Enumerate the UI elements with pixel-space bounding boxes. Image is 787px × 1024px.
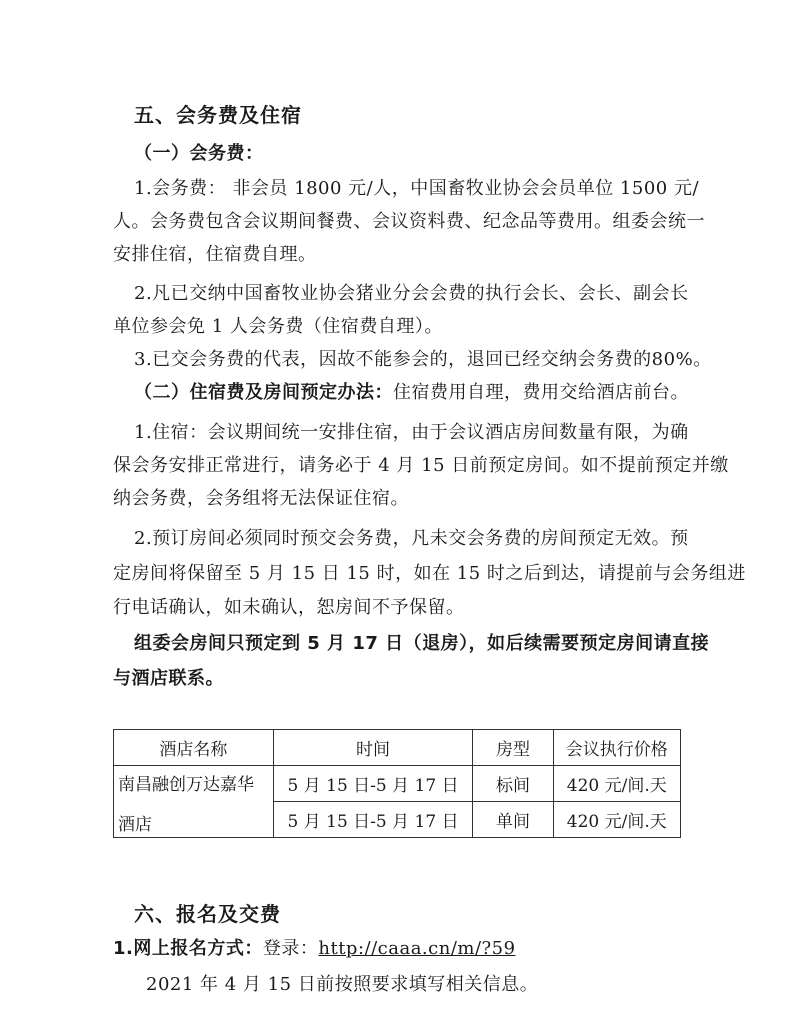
table-cell-time: 5 月 15 日-5 月 17 日 bbox=[273, 766, 473, 802]
fee-item-1-line-1: 1.会务费： 非会员 1800 元/人，中国畜牧业协会会员单位 1500 元/ bbox=[134, 178, 700, 199]
lodging-item-2-line-1: 2.预订房间必须同时预交会务费，凡未交会务费的房间预定无效。预 bbox=[134, 528, 689, 549]
section-6-heading: 六、报名及交费 bbox=[134, 902, 281, 926]
table-row bbox=[114, 766, 681, 802]
hotel-name-line-2: 酒店 bbox=[118, 815, 152, 835]
table-header-hotel-name: 酒店名称 bbox=[114, 730, 274, 766]
fee-item-2-line-1: 2.凡已交纳中国畜牧业协会猪业分会会费的执行会长、会长、副会长 bbox=[134, 283, 689, 304]
lodging-item-1-line-1: 1.住宿：会议期间统一安排住宿，由于会议酒店房间数量有限，为确 bbox=[134, 422, 689, 443]
table-cell-hotel-name bbox=[114, 766, 274, 838]
table-header-price: 会议执行价格 bbox=[553, 730, 680, 766]
fee-item-2-line-2: 单位参会免 1 人会务费（住宿费自理）。 bbox=[113, 316, 443, 337]
fee-item-3: 3.已交会务费的代表，因故不能参会的，退回已经交纳会务费的80%。 bbox=[134, 349, 712, 370]
table-cell-room-type: 标间 bbox=[473, 766, 553, 802]
room-notice-line-2: 与酒店联系。 bbox=[113, 668, 224, 689]
registration-deadline: 2021 年 4 月 15 日前按照要求填写相关信息。 bbox=[146, 974, 539, 995]
online-registration-label: 1.网上报名方式： bbox=[113, 938, 263, 959]
table-cell-room-type: 单间 bbox=[473, 802, 553, 838]
subsection-fee-heading: （一）会务费： bbox=[134, 143, 264, 164]
section-5-heading: 五、会务费及住宿 bbox=[134, 103, 302, 127]
table-cell-time: 5 月 15 日-5 月 17 日 bbox=[273, 802, 473, 838]
lodging-item-1-line-3: 纳会务费，会务组将无法保证住宿。 bbox=[113, 488, 409, 509]
table-header-row bbox=[114, 730, 681, 766]
lodging-item-2-line-3: 行电话确认，如未确认，恕房间不予保留。 bbox=[113, 597, 465, 618]
subsection-lodging bbox=[134, 381, 689, 405]
registration-url-link[interactable]: http://caaa.cn/m/?59 bbox=[318, 938, 516, 959]
table-header-time: 时间 bbox=[273, 730, 473, 766]
fee-item-1-line-3: 安排住宿，住宿费自理。 bbox=[113, 244, 317, 265]
subsection-lodging-heading: （二）住宿费及房间预定办法： bbox=[134, 382, 393, 403]
table-cell-price: 420 元/间.天 bbox=[553, 766, 680, 802]
hotel-name-line-1: 南昌融创万达嘉华 bbox=[118, 775, 254, 795]
subsection-lodging-text: 住宿费用自理，费用交给酒店前台。 bbox=[393, 382, 689, 403]
hotel-price-table bbox=[113, 729, 681, 838]
login-label: 登录： bbox=[262, 938, 319, 959]
table-header-room-type: 房型 bbox=[473, 730, 553, 766]
table-cell-price: 420 元/间.天 bbox=[553, 802, 680, 838]
lodging-item-1-line-2: 保会务安排正常进行，请务必于 4 月 15 日前预定房间。如不提前预定并缴 bbox=[113, 455, 729, 476]
fee-item-1-line-2: 人。会务费包含会议期间餐费、会议资料费、纪念品等费用。组委会统一 bbox=[113, 211, 705, 232]
online-registration-line bbox=[113, 937, 516, 961]
lodging-item-2-line-2: 定房间将保留至 5 月 15 日 15 时，如在 15 时之后到达，请提前与会务组进 bbox=[113, 563, 746, 584]
room-notice-line-1: 组委会房间只预定到 5 月 17 日（退房），如后续需要预定房间请直接 bbox=[134, 633, 710, 654]
